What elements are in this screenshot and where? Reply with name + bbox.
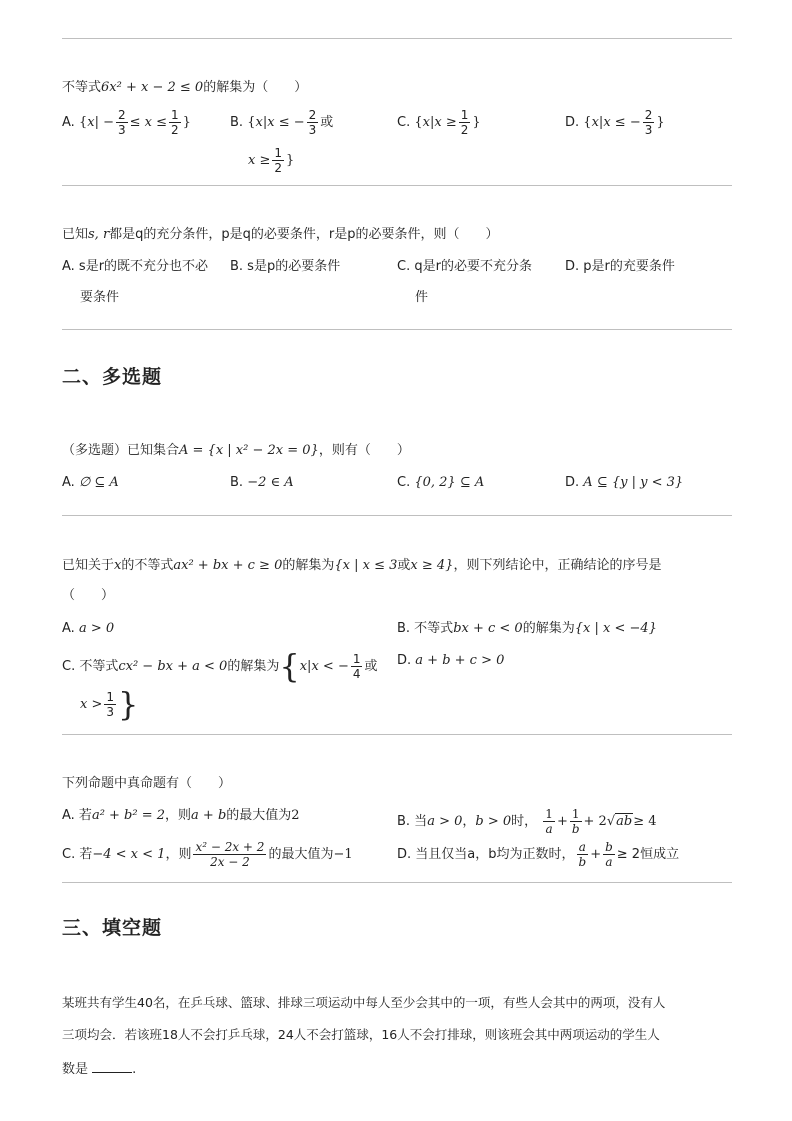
question-line: 某班共有学生40名，在乒乓球、篮球、排球三项运动中每人至少会其中的一项，有些人会其中的两项，没有人 (62, 995, 666, 1010)
answer-blank[interactable] (92, 1058, 132, 1073)
option-c: C. {x|x ≥ $\frac{1}{2}$ } (397, 108, 481, 137)
option-d: D. {x|x ≤ − $\frac{2}{3}$ } (565, 108, 665, 137)
divider (62, 882, 732, 883)
option-a: A. 若a² + b² = 2，则a + b的最大值为2 (62, 808, 300, 823)
question-stem: 已知关于x的不等式ax² + bx + c ≥ 0的解集为{x | x ≤ 3或x ≥ 4}，则下列结论中，正确结论的序号是 (62, 558, 662, 573)
question-stem: 下列命题中真命题有（ ） (62, 776, 232, 791)
option-b: B. {x|x ≤ − $\frac{2}{3}$ 或 (230, 108, 334, 137)
option-a: A. s是r的既不充分也不必 (62, 259, 209, 274)
option-c: C. {0, 2} ⊆ A (397, 475, 485, 490)
option-d: D. p是r的充要条件 (565, 259, 675, 274)
option-b: B. 不等式bx + c < 0的解集为{x | x < −4} (397, 621, 657, 636)
option-a-cont: 要条件 (80, 290, 120, 305)
option-a: A. ∅ ⊆ A (62, 475, 119, 490)
question-paren: （ ） (62, 588, 115, 603)
option-c: C. q是r的必要不充分条 (397, 259, 532, 274)
question-stem: 已知s, r都是q的充分条件，p是q的必要条件，r是p的必要条件，则（ ） (62, 227, 499, 242)
option-b-cont: x ≥ $\frac{1}{2}$ } (248, 146, 295, 175)
option-d: D. 当且仅当a，b均为正数时， $\frac{a}{b}$ + $\frac{b}{a}$ ≥ 2恒成立 (397, 840, 680, 869)
question-stem: （多选题）已知集合A = {x | x² − 2x = 0}，则有（ ） (62, 443, 410, 458)
option-a: A. {x| − $\frac{2}{3}$ ≤ x ≤ $\frac{1}{2}$ } (62, 108, 191, 137)
option-b: B. −2 ∈ A (230, 475, 294, 490)
question-line: 数是 . (62, 1058, 136, 1079)
option-c: C. 不等式cx² − bx + a < 0的解集为{x|x < − $\frac{1}{4}$ 或 (62, 647, 378, 686)
option-c-cont: x > $\frac{1}{3}$ } (80, 685, 139, 724)
section-title: 三、填空题 (62, 917, 163, 939)
option-b: B. 当a > 0，b > 0时， $\frac{1}{a}$ + $\frac{1}{b}$ + 2√ab≥ 4 (397, 807, 657, 836)
question-line: 三项均会．若该班18人不会打乒乓球，24人不会打篮球，16人不会打排球，则该班会其中两项运动的学生人 (62, 1027, 660, 1042)
question-stem: 不等式6x² + x − 2 ≤ 0的解集为（ ） (62, 80, 308, 95)
option-c-cont: 件 (415, 290, 429, 305)
divider (62, 329, 732, 330)
option-a: A. a > 0 (62, 621, 115, 636)
divider (62, 185, 732, 186)
option-b: B. s是p的必要条件 (230, 259, 341, 274)
option-d: D. a + b + c > 0 (397, 653, 505, 668)
option-d: D. A ⊆ {y | y < 3} (565, 475, 684, 490)
option-c: C. 若−4 < x < 1，则 $\frac{\text{x² − 2x + 2}}{2x - 2}$ 的最大值为−1 (62, 840, 353, 869)
section-title: 二、多选题 (62, 366, 163, 388)
divider (62, 515, 732, 516)
divider (62, 38, 732, 39)
divider (62, 734, 732, 735)
